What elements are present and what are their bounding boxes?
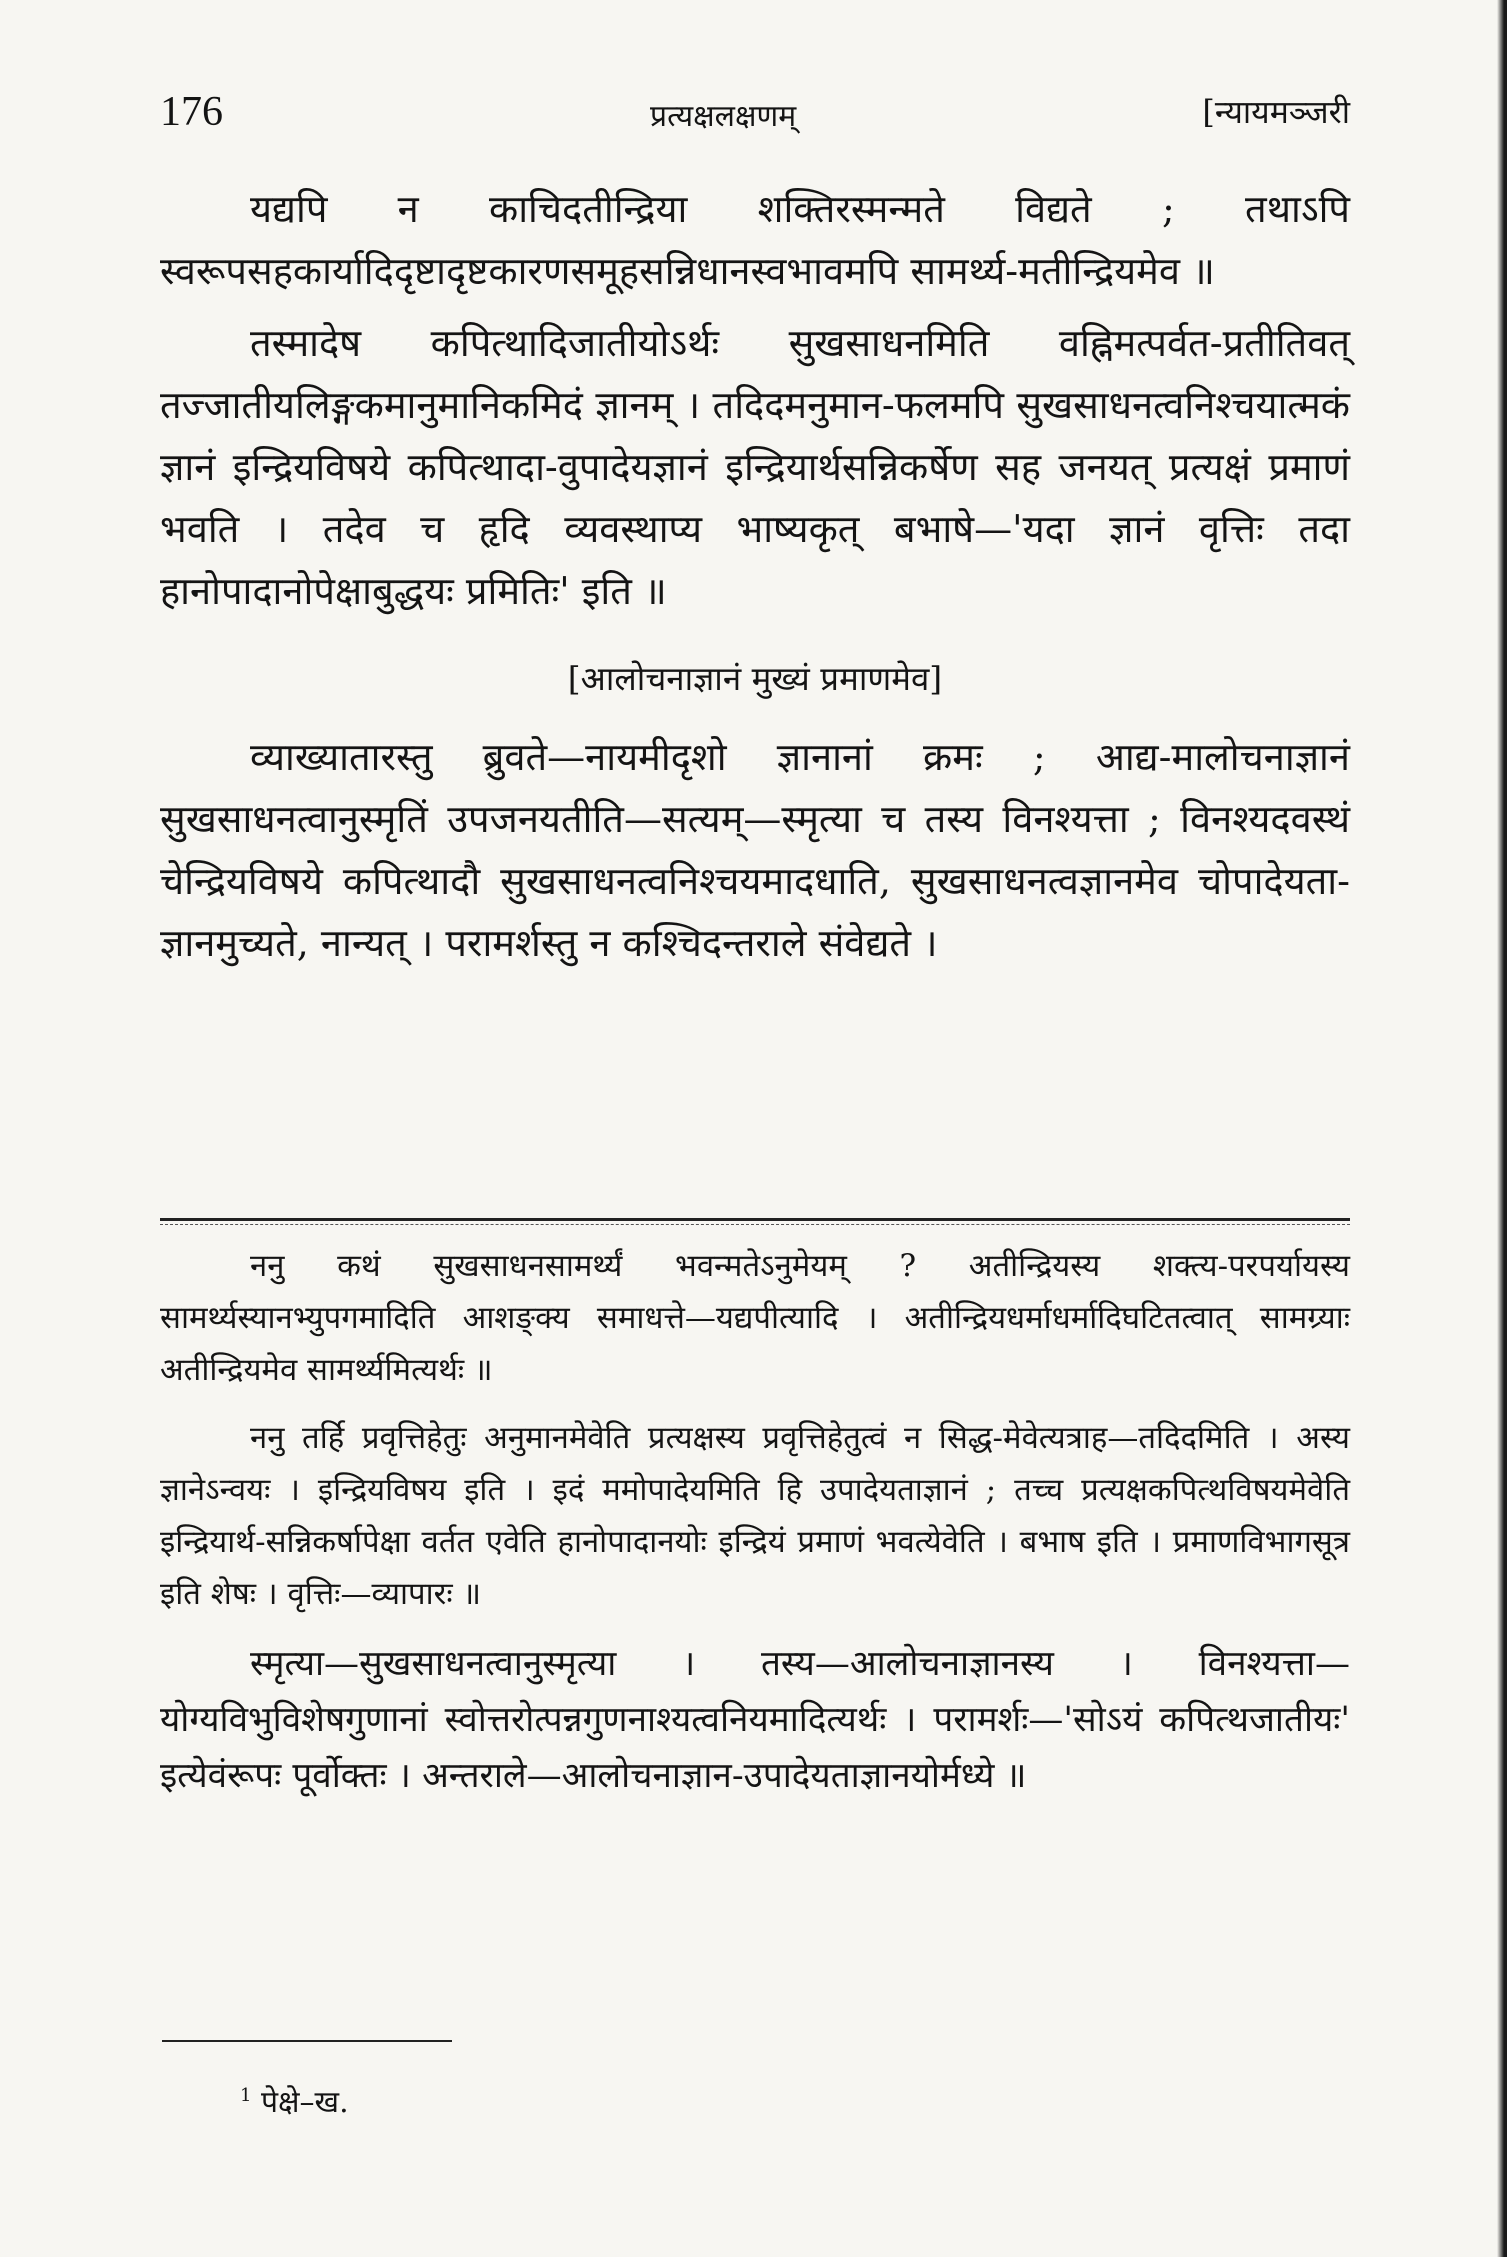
footnote [240, 2080, 349, 2121]
footnote-rule [162, 2040, 452, 2042]
page-number: 176 [160, 89, 223, 135]
main-paragraph-3: व्याख्यातारस्तु ब्रुवते—नायमीदृशो ज्ञानानां क्रमः ; आद्य-मालोचनाज्ञानं सुखसाधनत्वानुस्मृतिं उपजनयतीति—सत्यम्—स्मृत्या च तस्य विनश्यत्ता ; विनश्यदवस्थं चेन्द्रियविषये कपित्थादौ सुखसाधनत्वनिश्चयमादधाति, सुखसाधनत्वज्ञानमेव चोपादेयता-ज्ञानमुच्यते, नान्यत् । परामर्शस्तु न कश्चिदन्तराले संवेद्यते । [160, 735, 1350, 965]
separator-rule [160, 1218, 1350, 1221]
main-paragraph-2: तस्मादेष कपित्थादिजातीयोऽर्थः सुखसाधनमिति वह्निमत्पर्वत-प्रतीतिवत् तज्जातीयलिङ्गकमानुमानिकमिदं ज्ञानम् । तदिदमनुमान-फलमपि सुखसाधनत्वनिश्चयात्मकं ज्ञानं इन्द्रियविषये कपित्थादा-वुपादेयज्ञानं इन्द्रियार्थसन्निकर्षेण सह जनयत् प्रत्यक्षं प्रमाणं भवति । तदेव च हृदि व्यवस्थाप्य भाष्यकृत् बभाषे—'यदा ज्ञानं वृत्तिः तदा हानोपादानोपेक्षाबुद्धयः प्रमितिः' इति ॥ [160, 321, 1350, 613]
footnote-marker: 1 [240, 2085, 252, 2106]
footnote-text: पेक्षे–ख. [261, 2085, 349, 2120]
binding-edge [1497, 0, 1507, 2257]
main-text [160, 178, 1350, 974]
running-title: प्रत्यक्षलक्षणम् [650, 99, 797, 134]
commentary-note-2: ननु तर्हि प्रवृत्तिहेतुः अनुमानमेवेति प्रत्यक्षस्य प्रवृत्तिहेतुत्वं न सिद्ध-मेवेत्यत्राह—तदिदमिति । अस्य ज्ञानेऽन्वयः । इन्द्रियविषय इति । इदं ममोपादेयमिति हि उपादेयताज्ञानं ; तच्च प्रत्यक्षकपित्थविषयमेवेति इन्द्रियार्थ-सन्निकर्षापेक्षा वर्तत एवेति हानोपादानयोः इन्द्रियं प्रमाणं भवत्येवेति । बभाष इति । प्रमाणविभागसूत्र इति शेषः । वृत्तिः—व्यापारः ॥ [160, 1420, 1350, 1612]
book-title: [न्यायमञ्जरी [1202, 93, 1350, 131]
commentary-note-1: ननु कथं सुखसाधनसामर्थ्यं भवन्मतेऽनुमेयम् ? अतीन्द्रियस्य शक्त्य-परपर्यायस्य सामर्थ्यस्यानभ्युपगमादिति आशङ्क्य समाधत्ते—यद्यपीत्यादि । अतीन्द्रियधर्माधर्मादिघटितत्वात् सामग्र्याः अतीन्द्रियमेव सामर्थ्यमित्यर्थः ॥ [160, 1248, 1350, 1388]
section-heading: [आलोचनाज्ञानं मुख्यं प्रमाणमेव] [567, 659, 943, 698]
page-header [160, 88, 1350, 148]
separator-dashed-rule [160, 1224, 1350, 1225]
commentary-note-3: स्मृत्या—सुखसाधनत्वानुस्मृत्या । तस्य—आलोचनाज्ञानस्य । विनश्यत्ता—योग्यविभुविशेषगुणानां स्वोत्तरोत्पन्नगुणनाश्यत्वनियमादित्यर्थः । परामर्शः—'सोऽयं कपित्थजातीयः' इत्येवंरूपः पूर्वोक्तः । अन्तराले—आलोचनाज्ञान-उपादेयताज्ञानयोर्मध्ये ॥ [160, 1644, 1350, 1796]
main-paragraph-1: यद्यपि न काचिदतीन्द्रिया शक्तिरस्मन्मते विद्यते ; तथाऽपि स्वरूपसहकार्यादिदृष्टादृष्टकारणसमूहसन्निधानस्वभावमपि सामर्थ्य-मतीन्द्रियमेव ॥ [160, 187, 1350, 293]
commentary [160, 1240, 1350, 1804]
